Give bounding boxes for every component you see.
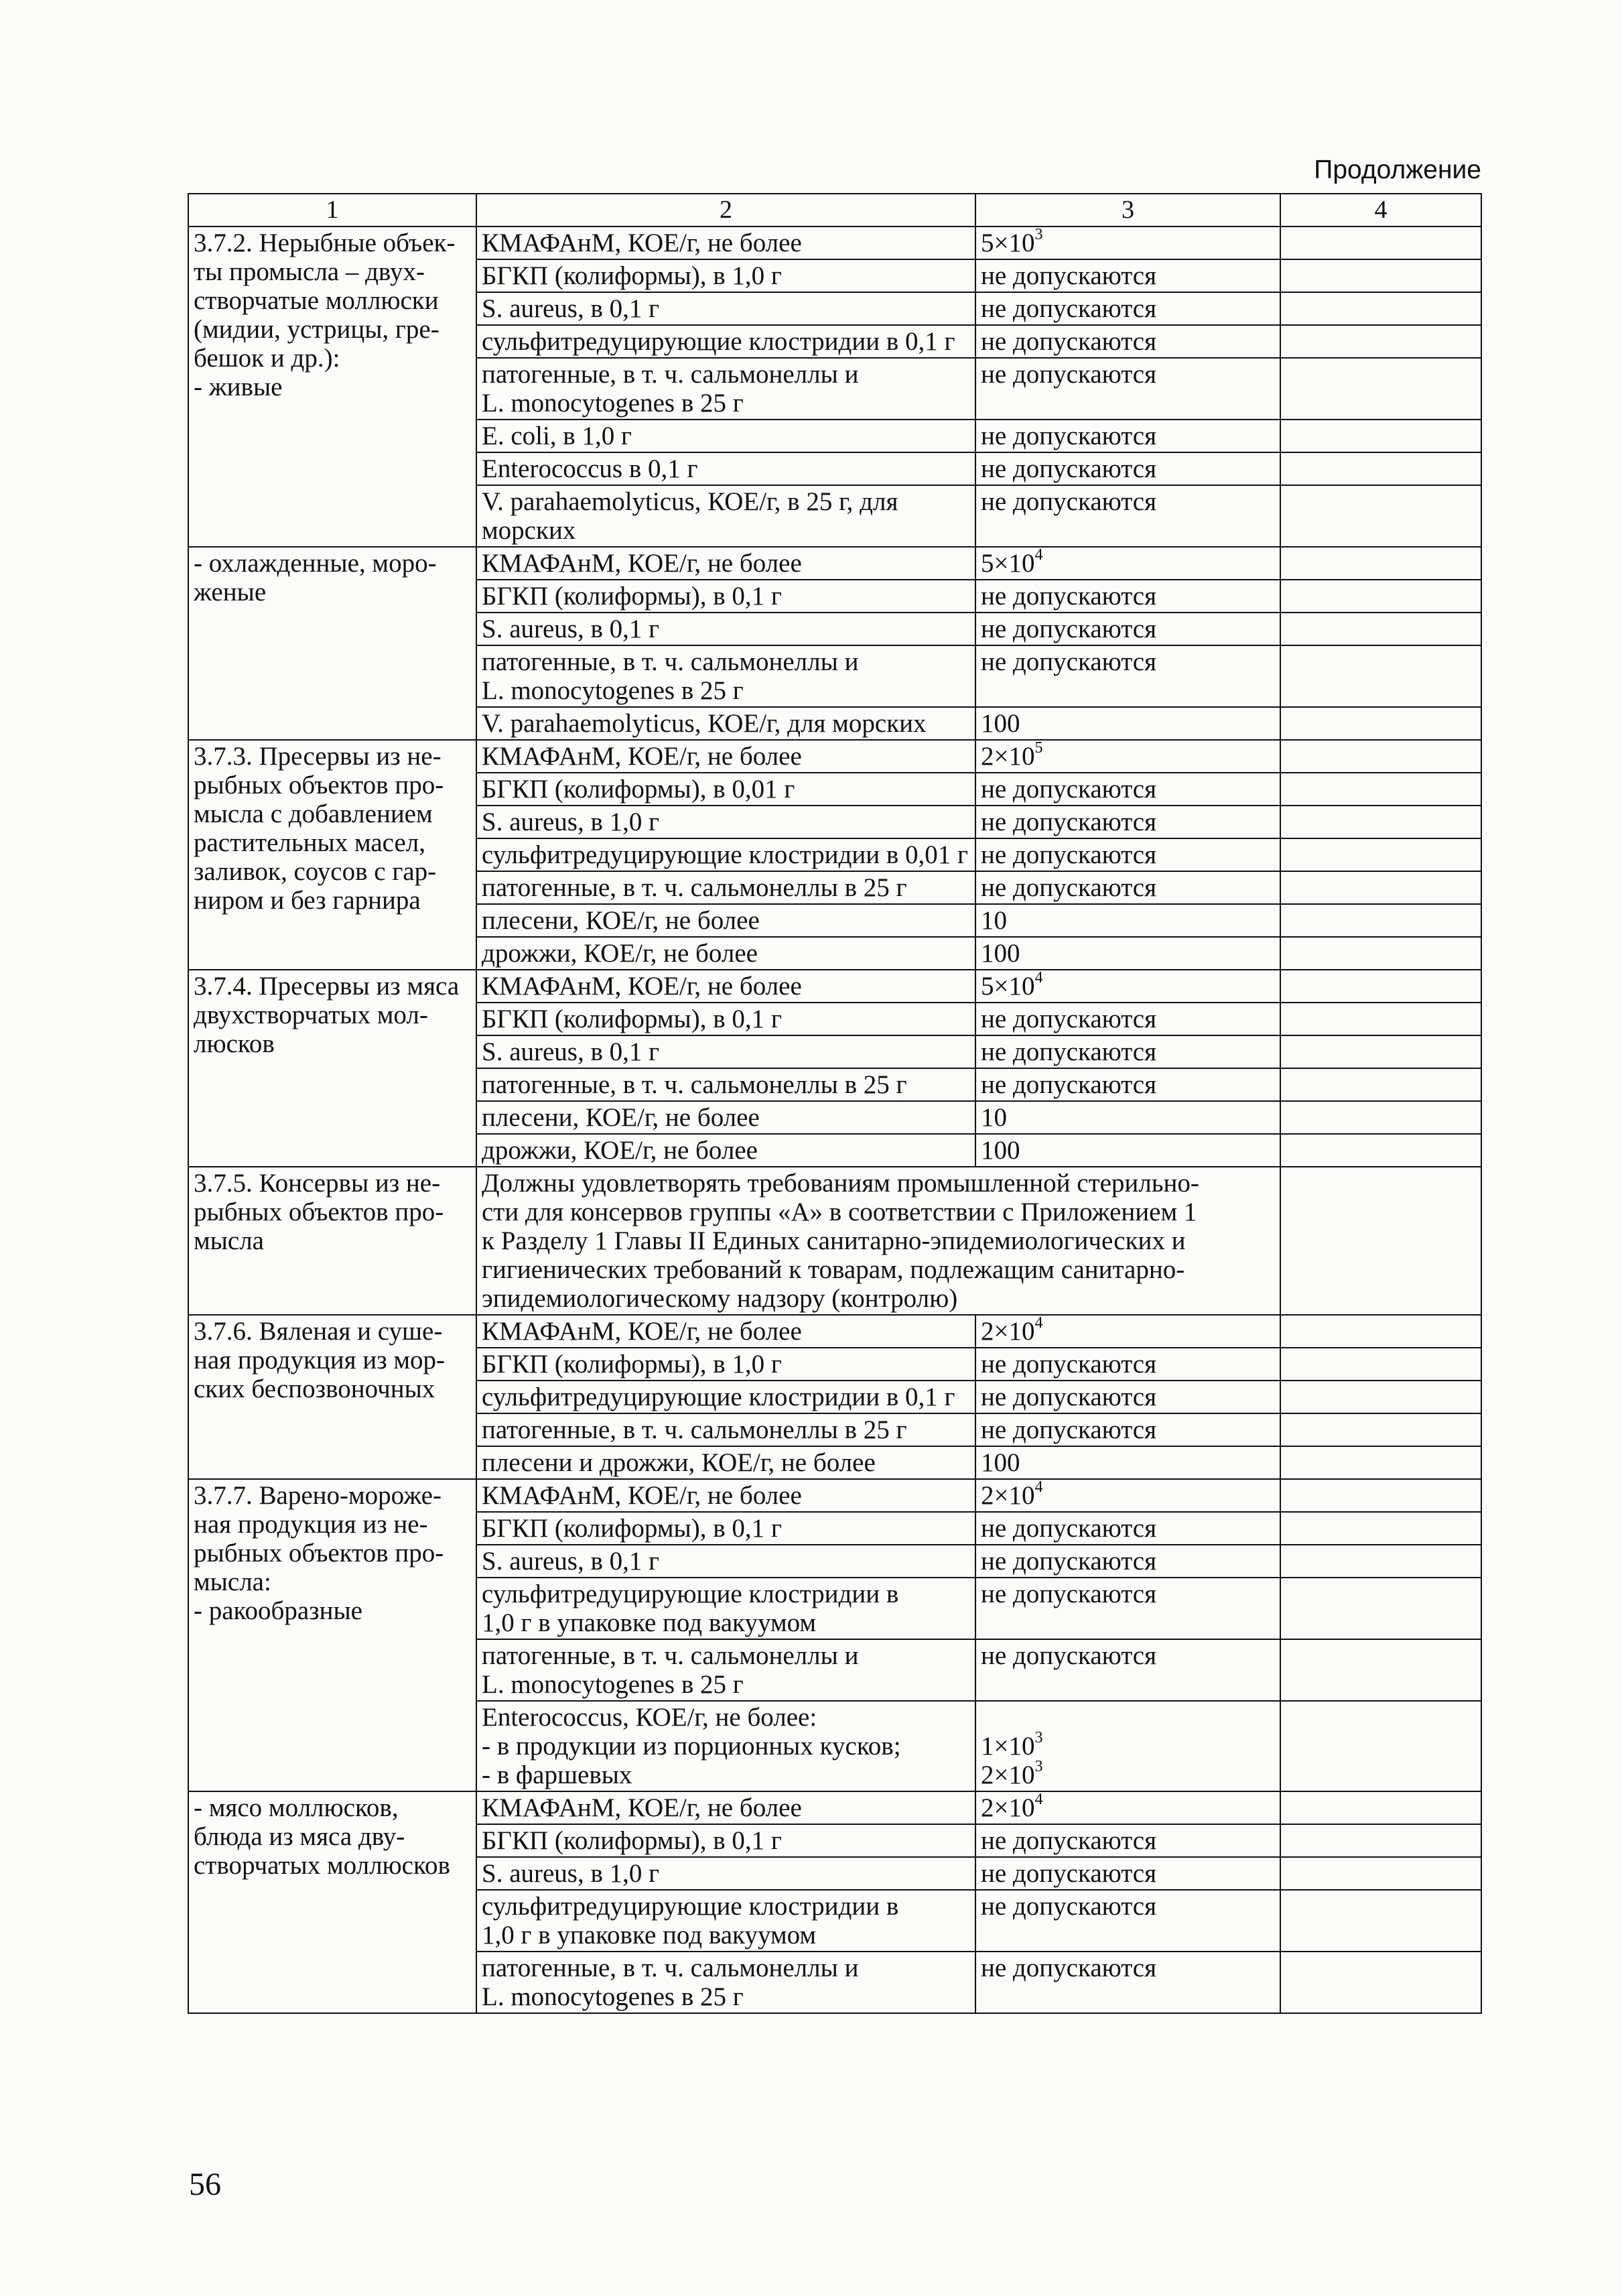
- indicator-cell: S. aureus, в 1,0 г: [476, 806, 975, 838]
- value-exponent: 4: [1034, 1791, 1043, 1808]
- empty-cell: [1280, 1857, 1481, 1890]
- indicator-cell: дрожжи, КОЕ/г, не более: [476, 937, 975, 970]
- value-text: 2×10: [981, 1761, 1035, 1789]
- empty-cell: [1280, 1545, 1481, 1578]
- limit-line: [981, 1729, 1275, 1761]
- value-text: 100: [981, 939, 1020, 968]
- limit-cell: [975, 1824, 1280, 1857]
- value-text: 2×10: [981, 1317, 1035, 1346]
- limit-cell: [975, 970, 1280, 1003]
- indicator-cell: Enterococcus, КОЕ/г, не более: - в продукции из порционных кусков; - в фаршевых: [476, 1701, 975, 1791]
- value-text: не допускаются: [981, 1415, 1157, 1444]
- value-text: 100: [981, 1448, 1020, 1477]
- limit-cell: [975, 325, 1280, 358]
- limit-cell: [975, 1446, 1280, 1479]
- merged-requirement-cell: Должны удовлетворять требованиям промышленной стерильно- сти для консервов группы «А» в соответствии с Приложением 1 к Разделу 1 Главы II Единых санитарно-эпидемиологических и гигиенических требований к товарам, подлежащим санитарно- эпидемиологическому надзору (контролю): [476, 1167, 1280, 1315]
- indicator-cell: патогенные, в т. ч. сальмонеллы в 25 г: [476, 1413, 975, 1446]
- continuation-label: Продолжение: [1314, 155, 1481, 184]
- empty-cell: [1280, 871, 1481, 904]
- empty-cell: [1280, 1348, 1481, 1381]
- limit-cell: [975, 1512, 1280, 1545]
- empty-cell: [1280, 904, 1481, 937]
- indicator-cell: дрожжи, КОЕ/г, не более: [476, 1134, 975, 1167]
- value-text: не допускаются: [981, 1005, 1157, 1033]
- value-text: не допускаются: [981, 1514, 1157, 1543]
- indicator-cell: БГКП (колиформы), в 0,1 г: [476, 1512, 975, 1545]
- value-text: не допускаются: [981, 1892, 1157, 1921]
- empty-cell: [1280, 1101, 1481, 1134]
- value-text: не допускаются: [981, 360, 1157, 389]
- value-text: не допускаются: [981, 487, 1157, 516]
- limit-cell: [975, 707, 1280, 740]
- limit-cell: [975, 1952, 1280, 2013]
- value-text: 1×10: [981, 1732, 1035, 1761]
- limit-cell: [975, 1315, 1280, 1348]
- value-text: 10: [981, 906, 1007, 935]
- value-text: не допускаются: [981, 1547, 1157, 1576]
- indicator-cell: КМАФАнМ, КОЕ/г, не более: [476, 547, 975, 580]
- empty-cell: [1280, 970, 1481, 1003]
- limit-cell: [975, 1545, 1280, 1578]
- empty-cell: [1280, 1791, 1481, 1824]
- table-row: [188, 740, 1481, 773]
- limit-cell: [975, 485, 1280, 547]
- empty-cell: [1280, 1381, 1481, 1413]
- limit-cell: [975, 1701, 1280, 1791]
- empty-cell: [1280, 1952, 1481, 2013]
- empty-cell: [1280, 1134, 1481, 1167]
- empty-cell: [1280, 485, 1481, 547]
- empty-cell: [1280, 1578, 1481, 1639]
- value-exponent: 3: [1034, 1758, 1043, 1775]
- limit-line: [981, 1703, 1275, 1732]
- value-text: не допускаются: [981, 261, 1157, 290]
- empty-cell: [1280, 1479, 1481, 1512]
- indicator-cell: патогенные, в т. ч. сальмонеллы и L. monocytogenes в 25 г: [476, 358, 975, 420]
- indicator-cell: сульфитредуцирующие клостридии в 1,0 г в упаковке под вакуумом: [476, 1578, 975, 1639]
- value-exponent: 4: [1034, 1315, 1043, 1332]
- indicator-cell: сульфитредуцирующие клостридии в 0,1 г: [476, 1381, 975, 1413]
- value-text: не допускаются: [981, 840, 1157, 869]
- table-row: [188, 227, 1481, 259]
- limit-cell: [975, 613, 1280, 645]
- indicator-cell: S. aureus, в 0,1 г: [476, 1545, 975, 1578]
- product-cell: - охлажденные, моро- женые: [188, 547, 476, 740]
- empty-cell: [1280, 1512, 1481, 1545]
- value-text: 2×10: [981, 1793, 1035, 1822]
- indicator-cell: БГКП (колиформы), в 1,0 г: [476, 1348, 975, 1381]
- value-text: не допускаются: [981, 615, 1157, 643]
- value-text: не допускаются: [981, 647, 1157, 676]
- indicator-cell: КМАФАнМ, КОЕ/г, не более: [476, 970, 975, 1003]
- limit-cell: [975, 1134, 1280, 1167]
- indicator-cell: плесени и дрожжи, КОЕ/г, не более: [476, 1446, 975, 1479]
- value-text: 5×10: [981, 229, 1035, 257]
- limit-cell: [975, 645, 1280, 707]
- indicator-cell: плесени, КОЕ/г, не более: [476, 1101, 975, 1134]
- indicator-cell: сульфитредуцирующие клостридии в 0,01 г: [476, 838, 975, 871]
- limit-cell: [975, 1413, 1280, 1446]
- table-row: [188, 1479, 1481, 1512]
- limit-cell: [975, 740, 1280, 773]
- indicator-cell: КМАФАнМ, КОЕ/г, не более: [476, 1791, 975, 1824]
- column-header-1: 1: [188, 194, 476, 227]
- empty-cell: [1280, 325, 1481, 358]
- limit-cell: [975, 1578, 1280, 1639]
- limit-cell: [975, 1068, 1280, 1101]
- indicator-cell: E. coli, в 1,0 г: [476, 420, 975, 452]
- value-exponent: 5: [1034, 740, 1043, 757]
- empty-cell: [1280, 1315, 1481, 1348]
- value-text: не допускаются: [981, 873, 1157, 902]
- limit-cell: [975, 227, 1280, 259]
- indicator-cell: БГКП (колиформы), в 0,1 г: [476, 580, 975, 613]
- empty-cell: [1280, 1413, 1481, 1446]
- value-text: не допускаются: [981, 775, 1157, 804]
- indicator-cell: S. aureus, в 0,1 г: [476, 1035, 975, 1068]
- value-exponent: 3: [1034, 227, 1043, 243]
- value-text: не допускаются: [981, 422, 1157, 450]
- empty-cell: [1280, 1167, 1481, 1315]
- indicator-cell: S. aureus, в 0,1 г: [476, 292, 975, 325]
- empty-cell: [1280, 580, 1481, 613]
- value-text: не допускаются: [981, 1859, 1157, 1888]
- value-text: 10: [981, 1103, 1007, 1132]
- value-text: 2×10: [981, 742, 1035, 771]
- indicator-cell: патогенные, в т. ч. сальмонеллы в 25 г: [476, 1068, 975, 1101]
- table-row: [188, 1315, 1481, 1348]
- product-cell: 3.7.3. Пресервы из не- рыбных объектов про- мысла с добавлением растительных масел, заливок, соусов с гар- ниром и без гарнира: [188, 740, 476, 970]
- indicator-cell: патогенные, в т. ч. сальмонеллы в 25 г: [476, 871, 975, 904]
- product-cell: 3.7.7. Варено-мороже- ная продукция из не- рыбных объектов про- мысла: - ракообразные: [188, 1479, 476, 1791]
- limit-cell: [975, 1101, 1280, 1134]
- indicator-cell: S. aureus, в 0,1 г: [476, 613, 975, 645]
- indicator-cell: КМАФАнМ, КОЕ/г, не более: [476, 740, 975, 773]
- limit-cell: [975, 1003, 1280, 1035]
- value-text: не допускаются: [981, 454, 1157, 483]
- empty-cell: [1280, 452, 1481, 485]
- limit-cell: [975, 580, 1280, 613]
- indicator-cell: плесени, КОЕ/г, не более: [476, 904, 975, 937]
- value-text: 100: [981, 709, 1020, 738]
- table-row: [188, 970, 1481, 1003]
- page-number: 56: [189, 2167, 221, 2202]
- limit-cell: [975, 1348, 1280, 1381]
- value-text: не допускаются: [981, 1350, 1157, 1379]
- value-text: не допускаются: [981, 582, 1157, 611]
- indicator-cell: БГКП (колиформы), в 0,01 г: [476, 773, 975, 806]
- value-text: не допускаются: [981, 1580, 1157, 1608]
- table-row: [188, 547, 1481, 580]
- value-exponent: 4: [1034, 547, 1043, 564]
- empty-cell: [1280, 1824, 1481, 1857]
- empty-cell: [1280, 227, 1481, 259]
- value-text: не допускаются: [981, 808, 1157, 836]
- product-cell: - мясо моллюсков, блюда из мяса дву- створчатых моллюсков: [188, 1791, 476, 2013]
- empty-cell: [1280, 547, 1481, 580]
- product-cell: 3.7.4. Пресервы из мяса двухстворчатых мол- люсков: [188, 970, 476, 1167]
- indicator-cell: S. aureus, в 1,0 г: [476, 1857, 975, 1890]
- empty-cell: [1280, 937, 1481, 970]
- limit-cell: [975, 358, 1280, 420]
- limit-cell: [975, 452, 1280, 485]
- value-exponent: 4: [1034, 970, 1043, 986]
- limit-cell: [975, 1381, 1280, 1413]
- table-body: [188, 227, 1481, 2013]
- empty-cell: [1280, 1890, 1481, 1952]
- empty-cell: [1280, 806, 1481, 838]
- value-text: 5×10: [981, 549, 1035, 578]
- indicator-cell: КМАФАнМ, КОЕ/г, не более: [476, 227, 975, 259]
- value-text: не допускаются: [981, 1037, 1157, 1066]
- limit-cell: [975, 547, 1280, 580]
- value-text: 100: [981, 1136, 1020, 1165]
- indicator-cell: КМАФАнМ, КОЕ/г, не более: [476, 1315, 975, 1348]
- value-text: не допускаются: [981, 1641, 1157, 1670]
- value-exponent: 4: [1034, 1479, 1043, 1496]
- empty-cell: [1280, 645, 1481, 707]
- value-exponent: 3: [1034, 1729, 1043, 1746]
- limit-cell: [975, 773, 1280, 806]
- limit-cell: [975, 937, 1280, 970]
- empty-cell: [1280, 707, 1481, 740]
- indicator-cell: V. parahaemolyticus, КОЕ/г, в 25 г, для морских: [476, 485, 975, 547]
- limit-cell: [975, 1857, 1280, 1890]
- indicator-cell: БГКП (колиформы), в 0,1 г: [476, 1824, 975, 1857]
- limit-cell: [975, 904, 1280, 937]
- column-header-4: 4: [1280, 194, 1481, 227]
- empty-cell: [1280, 838, 1481, 871]
- empty-cell: [1280, 1446, 1481, 1479]
- indicator-cell: патогенные, в т. ч. сальмонеллы и L. monocytogenes в 25 г: [476, 1639, 975, 1701]
- indicator-cell: патогенные, в т. ч. сальмонеллы и L. monocytogenes в 25 г: [476, 1952, 975, 2013]
- empty-cell: [1280, 1035, 1481, 1068]
- limit-line: [981, 1758, 1275, 1789]
- value-text: не допускаются: [981, 1826, 1157, 1855]
- empty-cell: [1280, 1068, 1481, 1101]
- indicator-cell: сульфитредуцирующие клостридии в 0,1 г: [476, 325, 975, 358]
- empty-cell: [1280, 292, 1481, 325]
- product-cell: 3.7.2. Нерыбные объек- ты промысла – двух- створчатые моллюски (мидии, устрицы, гре- бешок и др.): - живые: [188, 227, 476, 547]
- empty-cell: [1280, 1701, 1481, 1791]
- limit-cell: [975, 871, 1280, 904]
- indicator-cell: V. parahaemolyticus, КОЕ/г, для морских: [476, 707, 975, 740]
- value-text: не допускаются: [981, 1383, 1157, 1411]
- value-text: 2×10: [981, 1481, 1035, 1510]
- product-cell: 3.7.5. Консервы из не- рыбных объектов про- мысла: [188, 1167, 476, 1315]
- regulation-table: [188, 193, 1482, 2014]
- empty-cell: [1280, 259, 1481, 292]
- limit-cell: [975, 1639, 1280, 1701]
- limit-cell: [975, 420, 1280, 452]
- value-text: 5×10: [981, 972, 1035, 1001]
- table-row: [188, 1167, 1481, 1315]
- empty-cell: [1280, 773, 1481, 806]
- product-cell: 3.7.6. Вяленая и суше- ная продукция из мор- ских беспозвоночных: [188, 1315, 476, 1479]
- empty-cell: [1280, 613, 1481, 645]
- empty-cell: [1280, 740, 1481, 773]
- header-row: [188, 194, 1481, 227]
- value-text: не допускаются: [981, 327, 1157, 356]
- column-header-3: 3: [975, 194, 1280, 227]
- limit-cell: [975, 1890, 1280, 1952]
- limit-cell: [975, 838, 1280, 871]
- indicator-cell: сульфитредуцирующие клостридии в 1,0 г в упаковке под вакуумом: [476, 1890, 975, 1952]
- indicator-cell: БГКП (колиформы), в 1,0 г: [476, 259, 975, 292]
- limit-cell: [975, 259, 1280, 292]
- limit-cell: [975, 1479, 1280, 1512]
- value-text: не допускаются: [981, 1954, 1157, 1982]
- value-text: не допускаются: [981, 1070, 1157, 1099]
- limit-cell: [975, 806, 1280, 838]
- limit-cell: [975, 1035, 1280, 1068]
- value-text: не допускаются: [981, 294, 1157, 323]
- indicator-cell: Enterococcus в 0,1 г: [476, 452, 975, 485]
- empty-cell: [1280, 1003, 1481, 1035]
- indicator-cell: БГКП (колиформы), в 0,1 г: [476, 1003, 975, 1035]
- empty-cell: [1280, 358, 1481, 420]
- empty-cell: [1280, 1639, 1481, 1701]
- limit-cell: [975, 1791, 1280, 1824]
- empty-cell: [1280, 420, 1481, 452]
- table-row: [188, 1791, 1481, 1824]
- indicator-cell: патогенные, в т. ч. сальмонеллы и L. monocytogenes в 25 г: [476, 645, 975, 707]
- column-header-2: 2: [476, 194, 975, 227]
- indicator-cell: КМАФАнМ, КОЕ/г, не более: [476, 1479, 975, 1512]
- limit-cell: [975, 292, 1280, 325]
